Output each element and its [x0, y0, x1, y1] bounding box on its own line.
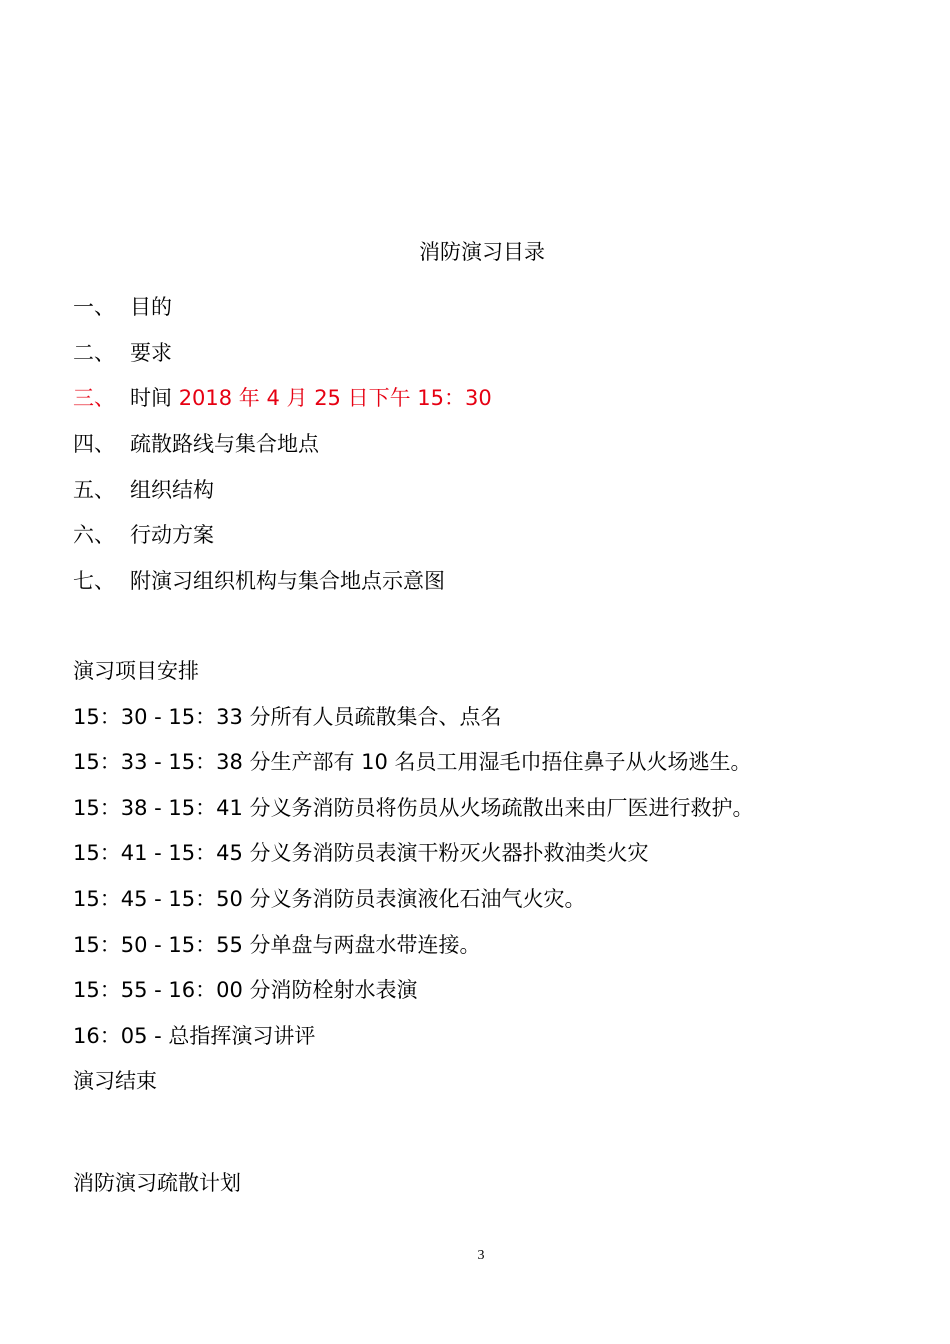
toc-item: [73, 290, 893, 336]
schedule-item: 15：45 - 15：50 分义务消防员表演液化石油气火灾。: [73, 886, 586, 911]
page-number: 3: [477, 1248, 485, 1263]
toc-item-text: 要求: [130, 340, 172, 365]
toc-item-text: 疏散路线与集合地点: [130, 432, 319, 457]
drill-datetime: 2018 年 4 月 25 日下午 15：30: [178, 386, 492, 411]
toc-item: [73, 564, 893, 610]
toc-item: [73, 427, 893, 473]
toc-item-text: 附演习组织机构与集合地点示意图: [130, 569, 445, 594]
schedule-item: 16：05 - 总指挥演习讲评: [73, 1023, 316, 1048]
toc-item-number: 一、: [73, 295, 115, 319]
table-of-contents: [73, 290, 893, 610]
schedule-end: 演习结束: [73, 1069, 157, 1094]
drill-schedule: [73, 654, 893, 1110]
schedule-item: 15：55 - 16：00 分消防栓射水表演: [73, 978, 418, 1003]
toc-item-text: 组织结构: [130, 477, 214, 502]
toc-item-text: 时间: [130, 386, 179, 411]
schedule-item: 15：50 - 15：55 分单盘与两盘水带连接。: [73, 932, 481, 957]
schedule-item: 15：38 - 15：41 分义务消防员将伤员从火场疏散出来由厂医进行救护。: [73, 795, 754, 820]
toc-item: [73, 518, 893, 564]
toc-item-text: 目的: [130, 295, 172, 319]
toc-item: [73, 473, 893, 519]
toc-item-number: 二、: [73, 340, 115, 365]
evacuation-plan-heading: 消防演习疏散计划: [73, 1171, 241, 1195]
schedule-heading: 演习项目安排: [73, 659, 199, 683]
toc-item-text: 行动方案: [130, 523, 214, 548]
schedule-item: 15：41 - 15：45 分义务消防员表演干粉灭火器扑救油类火灾: [73, 841, 649, 866]
toc-item-number: 五、: [73, 477, 115, 502]
toc-item-number: 六、: [73, 523, 115, 548]
toc-item-number: 七、: [73, 569, 115, 594]
page-title: 消防演习目录: [419, 240, 545, 264]
toc-item-number: 三、: [73, 386, 115, 411]
toc-item-time: [73, 381, 893, 427]
schedule-item: 15：33 - 15：38 分生产部有 10 名员工用湿毛巾捂住鼻子从火场逃生。: [73, 750, 752, 775]
toc-item-number: 四、: [73, 432, 115, 457]
schedule-item: 15：30 - 15：33 分所有人员疏散集合、点名: [73, 704, 502, 729]
toc-item: [73, 336, 893, 382]
